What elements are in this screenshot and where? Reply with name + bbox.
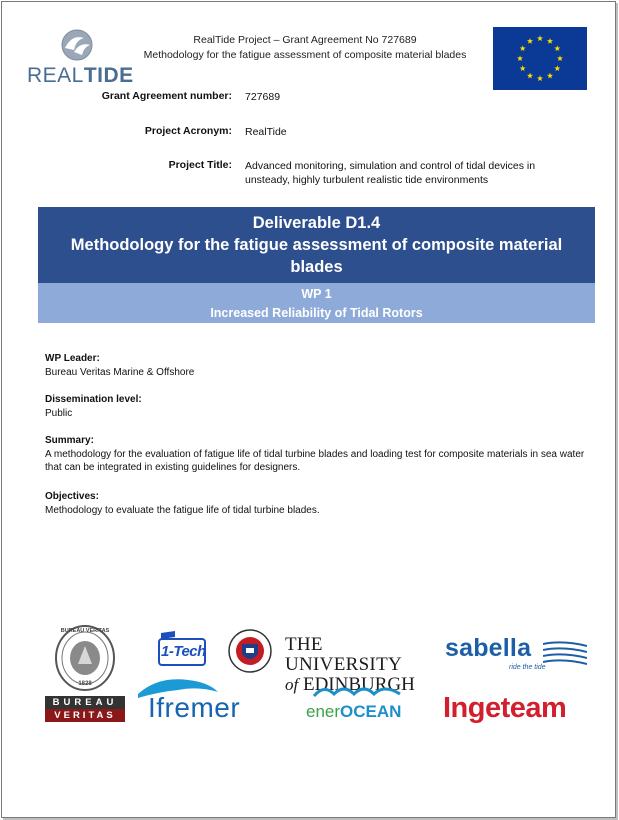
deliverable-title-box xyxy=(38,207,595,283)
eu-star-icon xyxy=(554,65,560,71)
dissemination-heading: Dissemination level: xyxy=(45,394,142,405)
eu-star-icon xyxy=(537,35,543,41)
eu-star-icon xyxy=(537,75,543,81)
acronym-value: RealTide xyxy=(245,126,287,138)
bureau-veritas-wordmark: BUREAU VERITAS xyxy=(45,696,125,722)
sabella-logo: sabella ride the tide xyxy=(445,634,595,678)
eu-star-icon xyxy=(547,38,553,44)
objectives-heading: Objectives: xyxy=(45,491,99,502)
eu-star-icon xyxy=(547,73,553,79)
deliverable-title-line-1: Methodology for the fatigue assessment of composite material xyxy=(70,236,563,254)
eneroceant-wave-icon xyxy=(312,684,402,700)
ifremer-logo: Ifremer xyxy=(138,676,272,726)
eu-star-icon xyxy=(520,45,526,51)
work-package-title: Increased Reliability of Tidal Rotors xyxy=(210,306,423,320)
one-tech-logo: 1-Tech xyxy=(157,629,207,669)
sabella-wave-icon xyxy=(543,640,587,666)
deliverable-id: Deliverable D1.4 xyxy=(252,214,381,232)
grant-value: 727689 xyxy=(245,91,281,103)
header-line-1: RealTide Project – Grant Agreement No 727689 xyxy=(193,34,417,46)
acronym-label: Project Acronym: xyxy=(144,125,232,137)
wp-leader-heading: WP Leader: xyxy=(45,353,100,364)
grant-label: Grant Agreement number: xyxy=(101,90,232,102)
realtide-wave-icon xyxy=(60,28,94,62)
title-label: Project Title: xyxy=(168,159,232,171)
eneroceant-logo: enerOCEAN xyxy=(306,684,410,724)
header-line-2: Methodology for the fatigue assessment of composite material blades xyxy=(143,49,467,61)
dissemination-text: Public xyxy=(45,408,73,419)
eu-stars-icon xyxy=(493,27,587,90)
document-page xyxy=(1,1,616,818)
header-text xyxy=(120,33,490,63)
work-package-box xyxy=(38,283,595,323)
eu-star-icon xyxy=(557,55,563,61)
eu-star-icon xyxy=(520,65,526,71)
bureau-veritas-seal: BUREAU VERITAS 1828 xyxy=(54,624,116,692)
summary-text: A methodology for the evaluation of fatigue life of tidal turbine blades and loading test for composite materials in sea water that can be integrated in existing guidelines for designers. xyxy=(45,449,585,473)
eu-star-icon xyxy=(554,45,560,51)
university-of-edinburgh-seal xyxy=(227,628,273,674)
eu-flag xyxy=(493,27,587,90)
ingeteam-logo: Ingeteam xyxy=(443,692,567,724)
objectives-text: Methodology to evaluate the fatigue life of tidal turbine blades. xyxy=(45,505,320,516)
eu-star-icon xyxy=(517,55,523,61)
university-of-edinburgh-wordmark: THE UNIVERSITY of EDINBURGH xyxy=(285,634,415,695)
work-package-id: WP 1 xyxy=(301,287,332,301)
deliverable-title-line-2: blades xyxy=(290,258,343,276)
title-value: Advanced monitoring, simulation and control of tidal devices in unsteady, highly turbulent realistic tide environments xyxy=(245,160,536,186)
eu-star-icon xyxy=(527,73,533,79)
realtide-logo: REALTIDE xyxy=(27,28,137,86)
summary-heading: Summary: xyxy=(45,435,94,446)
wp-leader-text: Bureau Veritas Marine & Offshore xyxy=(45,367,195,378)
eu-star-icon xyxy=(527,38,533,44)
